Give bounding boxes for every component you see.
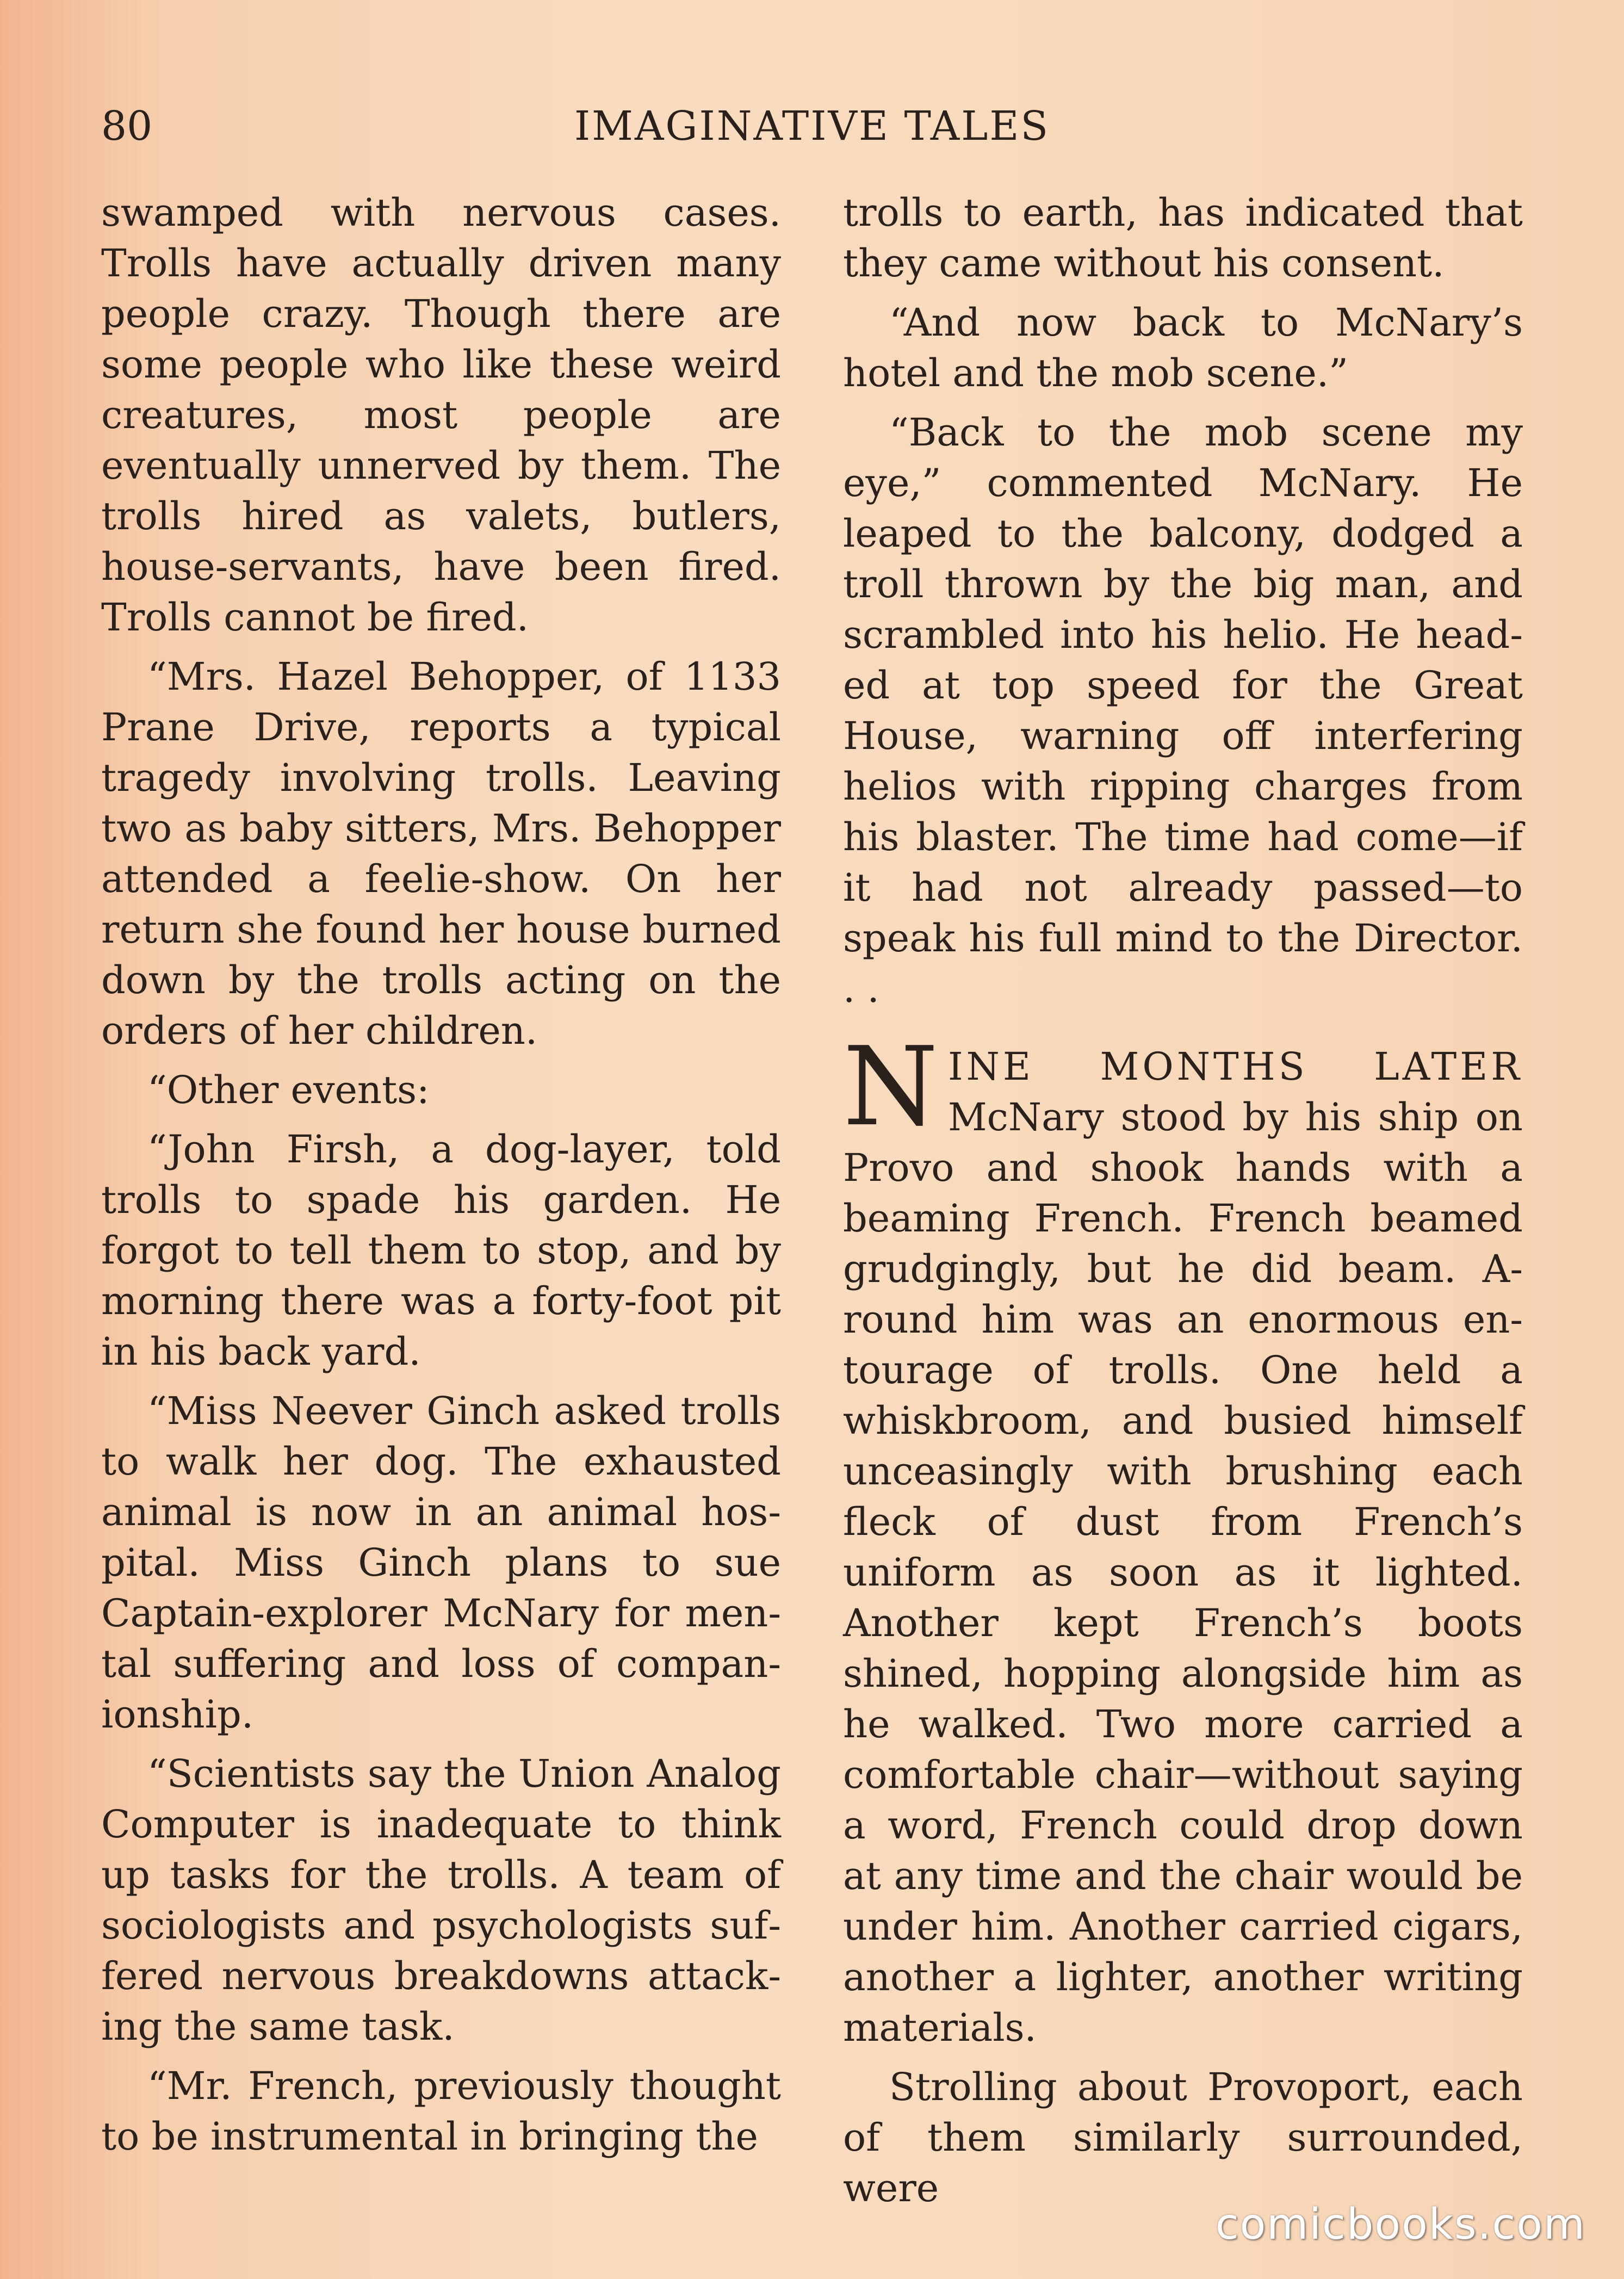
right-paragraph-3: “Back to the mob scene my eye,” commented McNary. He leaped to the balcony, dodged a troll thrown by the big man, and scrambled into his helio. He headed at top speed for the Great House, warning off interfering helios with ripping charges from his blaster. The time had come—if it had not already passed—to speak his full mind to the Director. . . (843, 410, 1523, 1011)
left-paragraph-3: “Other events: (147, 1068, 430, 1112)
right-paragraph-1: trolls to earth, has indicated that they came without his consent. (843, 190, 1523, 286)
section-opening-text: McNary stood by his ship on Provo and shook hands with a beaming French. French beamed grudgingly, but he did beam. Around him was an enormous entourage of trolls. One held a whiskbroom, and busied himself unceasingly with brushing each fleck of dust from French’s uniform as soon as it lighted. Another kept French’s boots shined, hopping alongside him as he walked. Two more carried a comfortable chair—without saying a word, French could drop down at any time and the chair would be under him. Another carried cigars, another a lighter, another writing materials. (843, 1095, 1523, 2050)
section-paragraph-2: Strolling about Provoport, each of them similarly surrounded, were (843, 2065, 1523, 2210)
drop-cap: N (843, 1024, 938, 1150)
right-column (843, 188, 1523, 2222)
left-paragraph-4: “John Firsh, a dog-layer, told trolls to spade his garden. He forgot to tell them to stop, and by morning there was a forty-foot pit in his back yard. (101, 1127, 781, 1374)
left-paragraph-1: swamped with nervous cases. Trolls have actually driven many people crazy. Though there are some people who like these weird creatures, most people are eventually unnerved by them. The trolls hired as valets, butlers, house-servants, have been fired. Trolls cannot be fired. (101, 190, 781, 640)
left-paragraph-5: “Miss Neever Ginch asked trolls to walk her dog. The exhausted animal is now in an animal hospital. Miss Ginch plans to sue Captain-explorer McNary for mental suffering and loss of companionship. (101, 1389, 781, 1737)
section-opening-paragraph (843, 1024, 1523, 2053)
left-column (101, 188, 781, 2171)
section-lead-words: INE MONTHS LATER (948, 1044, 1523, 1089)
watermark: comicbooks.com (1215, 2200, 1586, 2249)
running-head: IMAGINATIVE TALES (574, 103, 1050, 150)
left-paragraph-7: “Mr. French, previously thought to be instrumental in bringing the (101, 2064, 781, 2159)
right-paragraph-2: “And now back to McNary’s hotel and the mob scene.” (843, 300, 1523, 395)
left-paragraph-6: “Scientists say the Union Analog Computer is inadequate to think up tasks for the trolls. A team of sociologists and psychologists suffered nervous breakdowns attacking the same task. (101, 1751, 781, 2049)
left-paragraph-2: “Mrs. Hazel Behopper, of 1133 Prane Drive, reports a typical tragedy involving trolls. Leaving two as baby sitters, Mrs. Behopper attended a feelie-show. On her return she found her house burned down by the trolls acting on the orders of her children. (101, 654, 781, 1053)
page-number: 80 (101, 103, 153, 150)
